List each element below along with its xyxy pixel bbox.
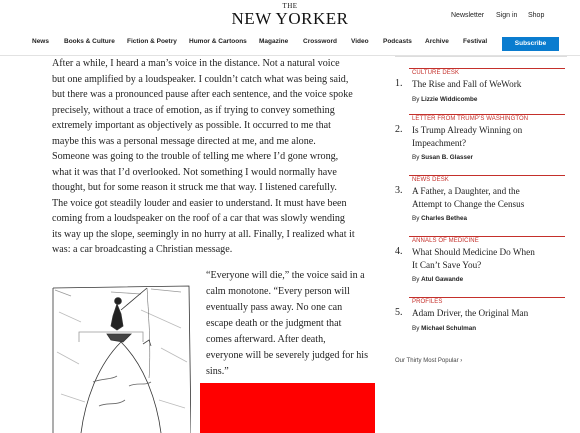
article-line: its way up the slope, seemingly in no hurry at all. Finally, I realized what it (52, 228, 355, 240)
article-line: but there was a pronounced pause after each sentence, and the voice spoke (52, 89, 353, 100)
author-link[interactable]: Lizzie Widdicombe (421, 96, 478, 103)
nav-item-books-culture[interactable]: Books & Culture (64, 38, 115, 45)
nav-item-humor-cartoons[interactable]: Humor & Cartoons (189, 38, 247, 45)
divider (409, 175, 565, 176)
pull-paragraph (206, 268, 386, 380)
item-title[interactable]: The Rise and Fall of WeWork (412, 79, 522, 89)
subscribe-button[interactable]: Subscribe (502, 37, 559, 51)
rubric-label[interactable]: CULTURE DESK (412, 70, 460, 76)
rubric-label[interactable]: PROFILES (412, 299, 443, 305)
nav-item-archive[interactable]: Archive (425, 38, 449, 45)
divider (409, 236, 565, 237)
article-body (52, 56, 382, 258)
item-title[interactable]: It Can’t Save You? (412, 260, 482, 270)
item-number: 5. (395, 307, 403, 318)
author-link[interactable]: Susan B. Glasser (421, 154, 473, 161)
item-title[interactable]: What Should Medicine Do When (412, 247, 535, 257)
shop-link[interactable]: Shop (528, 12, 545, 19)
article-line: eventually pass away. No one can (206, 302, 343, 313)
rubric-label[interactable]: LETTER FROM TRUMP’S WASHINGTON (412, 116, 529, 122)
article-line: sins.” (206, 366, 229, 377)
divider (409, 114, 565, 115)
logo-the: THE (282, 2, 298, 10)
article-line: escape death or the judgment that (206, 318, 342, 329)
item-title[interactable]: Attempt to Change the Census (412, 199, 525, 209)
divider (409, 68, 565, 69)
article-line: was: a car broadcasting a Christian message. (52, 244, 233, 255)
site-header (0, 0, 580, 56)
nav-item-podcasts[interactable]: Podcasts (383, 38, 412, 45)
article-line: everyone will be severely judged for his (206, 350, 369, 361)
item-byline: By Michael Schulman (412, 325, 477, 332)
article-line: maybe this was a personal message directed at me, and me alone. (52, 135, 316, 147)
article-illustration (51, 282, 191, 433)
article-line: Someone was going to the trouble of telling me where I’d gone wrong, (52, 151, 339, 162)
author-link[interactable]: Atul Gawande (421, 276, 464, 283)
item-number: 1. (395, 78, 403, 89)
nav-item-crossword[interactable]: Crossword (303, 38, 337, 45)
chevron-right-icon: › (460, 358, 463, 364)
author-link[interactable]: Charles Bethea (421, 215, 467, 222)
article-line: precisely, without a trace of emotion, as if trying to convey something (52, 104, 335, 116)
article-line: what it was that I’d overlooked. Not something I would normally have (52, 166, 337, 178)
newsletter-link[interactable]: Newsletter (451, 12, 485, 19)
article-line: but one amplified by a loudspeaker. I couldn’t catch what was being said, (52, 73, 349, 85)
article-line: extremely important as objectively as possible. It occurred to me that (52, 120, 331, 131)
item-byline: By Susan B. Glasser (412, 154, 473, 161)
item-number: 3. (395, 185, 403, 196)
most-popular-link[interactable]: Our Thirty Most Popular › (395, 358, 463, 364)
item-number: 4. (395, 246, 403, 257)
sign-in-link[interactable]: Sign in (496, 12, 518, 19)
article-line: comes afterward. After death, (206, 334, 326, 345)
divider (409, 297, 565, 298)
article-line: thought, but for some reason it struck me that way. I listened carefully. (52, 182, 337, 193)
main-nav (0, 38, 580, 50)
item-number: 2. (395, 124, 403, 135)
article-line: After a while, I heard a man’s voice in the distance. Not a natural voice (52, 58, 340, 69)
item-byline: By Charles Bethea (412, 215, 467, 222)
rubric-label[interactable]: NEWS DESK (412, 177, 449, 183)
item-title[interactable]: Impeachment? (412, 138, 467, 148)
article-line: “Everyone will die,” the voice said in a (206, 270, 365, 281)
item-title[interactable]: Adam Driver, the Original Man (412, 308, 529, 318)
nav-item-festival[interactable]: Festival (463, 38, 488, 45)
nav-item-video[interactable]: Video (351, 38, 369, 45)
item-byline: By Atul Gawande (412, 276, 464, 283)
nav-item-news[interactable]: News (32, 38, 49, 45)
item-title[interactable]: A Father, a Daughter, and the (412, 186, 520, 196)
rubric-label[interactable]: ANNALS OF MEDICINE (412, 238, 479, 244)
item-title[interactable]: Is Trump Already Winning on (412, 125, 523, 135)
author-link[interactable]: Michael Schulman (421, 325, 477, 332)
nav-item-magazine[interactable]: Magazine (259, 38, 289, 45)
logo[interactable] (230, 2, 350, 28)
article-line: coming from a loudspeaker on the roof of a car that was slowly wending (52, 213, 345, 224)
article-line: The voice got steadily louder and easier to understand. It must have been (52, 197, 347, 209)
logo-wordmark: NEW YORKER (231, 9, 349, 28)
ad-block[interactable] (200, 383, 375, 433)
divider (395, 56, 567, 57)
article-line: calm monotone. “Every person will (206, 286, 350, 297)
nav-item-fiction-poetry[interactable]: Fiction & Poetry (127, 38, 177, 45)
item-byline: By Lizzie Widdicombe (412, 96, 478, 103)
